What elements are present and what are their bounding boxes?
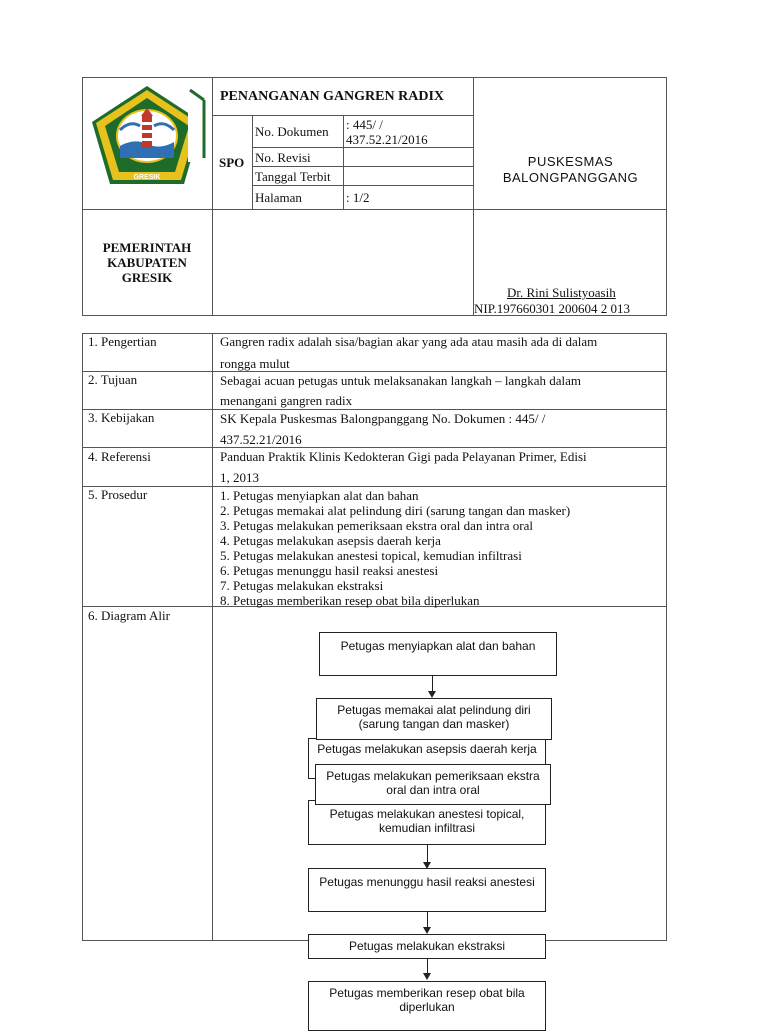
header-divider xyxy=(252,166,473,167)
procedure-list xyxy=(220,488,570,608)
flow-box-1: Petugas menyiapkan alat dan bahan xyxy=(319,632,557,676)
halaman-value: : 1/2 xyxy=(346,190,370,205)
org-name-line2: BALONGPANGGANG xyxy=(502,170,639,185)
government-line3: GRESIK xyxy=(121,270,173,285)
header-divider xyxy=(212,77,213,316)
section-label-kebijakan: 3. Kebijakan xyxy=(88,410,155,425)
section-label-diagram: 6. Diagram Alir xyxy=(88,608,170,623)
table-divider xyxy=(82,447,667,448)
flow-box-8: Petugas memberikan resep obat bila diperlukan xyxy=(308,981,546,1031)
header-divider xyxy=(343,115,344,209)
no-dokumen-label: No. Dokumen xyxy=(255,124,329,139)
pengertian-text: Gangren radix adalah sisa/bagian akar yang ada atau masih ada di dalam xyxy=(220,334,598,349)
header-divider xyxy=(252,115,253,209)
procedure-step: 4. Petugas melakukan asepsis daerah kerja xyxy=(220,533,441,548)
procedure-step: 5. Petugas melakukan anestesi topical, kemudian infiltrasi xyxy=(220,548,522,563)
tujuan-text-cont: menangani gangren radix xyxy=(220,393,353,408)
procedure-step: 6. Petugas menunggu hasil reaksi anestesi xyxy=(220,563,439,578)
no-dokumen-value: : 445/ / xyxy=(346,117,383,132)
no-revisi-label: No. Revisi xyxy=(255,150,311,165)
flow-arrow-head xyxy=(423,973,431,980)
logo-text: GRESIK xyxy=(133,174,161,181)
referensi-text: Panduan Praktik Klinis Kedokteran Gigi pada Pelayanan Primer, Edisi xyxy=(220,449,587,464)
no-dokumen-value-cont: 437.52.21/2016 xyxy=(346,132,428,147)
header-divider xyxy=(252,185,473,186)
section-label-pengertian: 1. Pengertian xyxy=(88,334,157,349)
procedure-step: 1. Petugas menyiapkan alat dan bahan xyxy=(220,488,419,503)
section-label-tujuan: 2. Tujuan xyxy=(88,372,138,387)
table-divider xyxy=(212,333,213,941)
table-divider xyxy=(82,409,667,410)
flow-arrow-head xyxy=(423,927,431,934)
header-divider xyxy=(212,115,473,116)
flow-box-2: Petugas memakai alat pelindung diri (sarung tangan dan masker) xyxy=(316,698,552,740)
procedure-step: 3. Petugas melakukan pemeriksaan ekstra oral dan intra oral xyxy=(220,518,533,533)
header-divider xyxy=(252,147,473,148)
flow-box-4: Petugas melakukan pemeriksaan ekstra oral dan intra oral xyxy=(315,764,551,805)
header-divider xyxy=(473,77,474,316)
referensi-text-cont: 1, 2013 xyxy=(220,470,259,485)
signer-nip: NIP.197660301 200604 2 013 xyxy=(474,301,631,316)
flow-box-7: Petugas melakukan ekstraksi xyxy=(308,934,546,959)
document-title: PENANGANAN GANGREN RADIX xyxy=(220,89,444,104)
signer-name: Dr. Rini Sulistyoasih xyxy=(507,285,616,300)
org-name-line1: PUSKESMAS xyxy=(527,154,614,169)
tujuan-text: Sebagai acuan petugas untuk melaksanakan langkah – langkah dalam xyxy=(220,373,581,388)
gresik-logo-icon xyxy=(84,80,210,190)
tanggal-terbit-label: Tanggal Terbit xyxy=(255,169,331,184)
government-line2: KABUPATEN xyxy=(107,255,187,270)
flow-box-5: Petugas melakukan anestesi topical, kemudian infiltrasi xyxy=(308,800,546,845)
table-divider xyxy=(82,486,667,487)
header-divider xyxy=(82,209,667,210)
section-label-prosedur: 5. Prosedur xyxy=(88,487,148,502)
pengertian-text-cont: rongga mulut xyxy=(220,356,290,371)
procedure-step: 2. Petugas memakai alat pelindung diri (sarung tangan dan masker) xyxy=(220,503,571,518)
kebijakan-text-cont: 437.52.21/2016 xyxy=(220,432,302,447)
procedure-step: 8. Petugas memberikan resep obat bila diperlukan xyxy=(220,593,480,608)
kebijakan-text: SK Kepala Puskesmas Balongpanggang No. Dokumen : 445/ / xyxy=(220,411,546,426)
table-divider xyxy=(82,371,667,372)
flow-box-3: Petugas melakukan asepsis daerah kerja xyxy=(308,738,546,779)
section-label-referensi: 4. Referensi xyxy=(88,449,151,464)
government-line1: PEMERINTAH xyxy=(102,240,192,255)
spo-label: SPO xyxy=(219,155,245,170)
flow-box-6: Petugas menunggu hasil reaksi anestesi xyxy=(308,868,546,912)
flow-arrow-head xyxy=(428,691,436,698)
halaman-label: Halaman xyxy=(255,190,302,205)
procedure-step: 7. Petugas melakukan ekstraksi xyxy=(220,578,384,593)
